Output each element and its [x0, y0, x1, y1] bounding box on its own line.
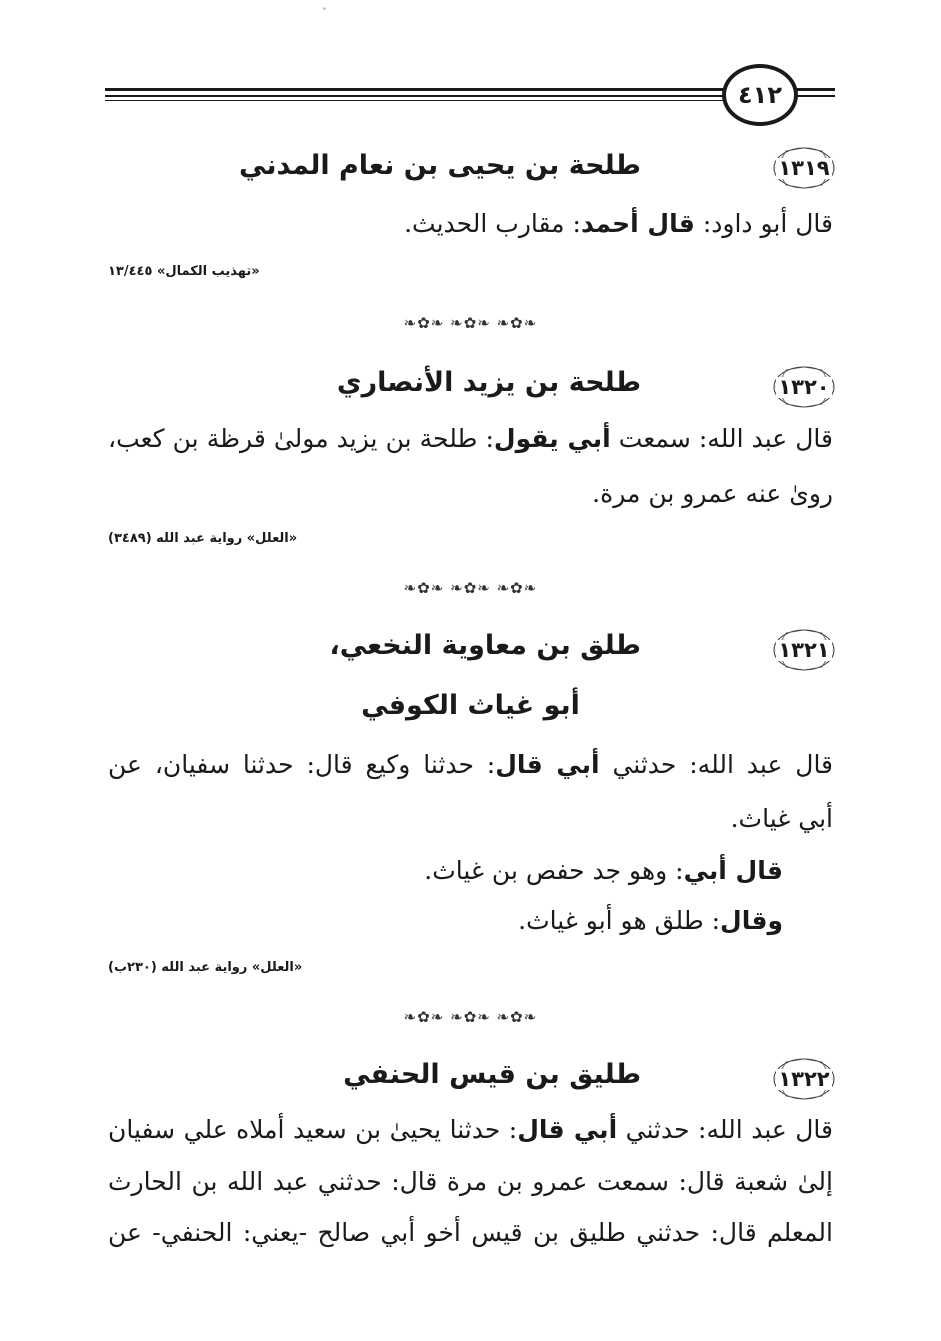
- entry-number-badge: [772, 364, 836, 410]
- entry-number: ١٣٢٠: [778, 374, 830, 399]
- entry-text-line: قال أبي: وهو جد حفص بن غياث.: [424, 856, 783, 885]
- entry-number-badge: [772, 627, 836, 673]
- entry-number-badge: [772, 145, 836, 191]
- source-reference: «تهذيب الكمال» ١٣/٤٤٥: [108, 264, 260, 279]
- section-separator: ❧✿❧ ❧✿❧ ❧✿❧: [403, 1008, 538, 1026]
- entry-text-line: قال عبد الله: حدثني أبي قال: حدثنا وكيع قال: حدثنا سفيان، عن: [108, 750, 834, 779]
- entry-number: ١٣٢٢: [778, 1066, 830, 1091]
- entry-text-line: رویٰ عنه عمرو بن مرة.: [592, 479, 833, 508]
- header-rule: [105, 95, 725, 97]
- entry-number: ١٣٢١: [778, 637, 830, 662]
- entry-text-line: قال أبو داود: قال أحمد: مقارب الحديث.: [404, 209, 833, 238]
- scan-mark: ˇ: [322, 8, 327, 19]
- entry-text-line: أبي غياث.: [730, 804, 833, 833]
- entry-subheading: أبو غياث الكوفي: [361, 690, 580, 721]
- source-reference: «العلل» رواية عبد الله (٣٤٨٩): [108, 531, 298, 546]
- entry-text-line: إلىٰ شعبة قال: سمعت عمرو بن مرة قال: حدثني عبد الله بن الحارث: [108, 1167, 833, 1196]
- header-rule: [105, 88, 725, 91]
- source-reference: «العلل» رواية عبد الله (٢٣٠ب): [108, 960, 303, 975]
- entry-number-badge: [772, 1056, 836, 1102]
- header-rule: [795, 88, 835, 91]
- entry-heading: طلق بن معاوية النخعي،: [329, 630, 641, 661]
- entry-heading: طليق بن قيس الحنفي: [343, 1059, 641, 1090]
- entry-text-line: قال عبد الله: حدثني أبي قال: حدثنا يحيىٰ بن سعيد أملاه علي سفيان: [108, 1115, 833, 1144]
- header-rule: [795, 95, 835, 97]
- section-separator: ❧✿❧ ❧✿❧ ❧✿❧: [403, 579, 538, 597]
- entry-heading: طلحة بن يحيى بن نعام المدني: [239, 150, 641, 181]
- entry-heading: طلحة بن يزيد الأنصاري: [336, 367, 641, 398]
- page-number: ٤١٢: [722, 64, 798, 126]
- entry-text-line: قال عبد الله: سمعت أبي يقول: طلحة بن يزيد مولىٰ قرظة بن كعب،: [108, 424, 833, 453]
- header-rule: [105, 100, 725, 101]
- section-separator: ❧✿❧ ❧✿❧ ❧✿❧: [403, 314, 538, 332]
- entry-number: ١٣١٩: [778, 155, 830, 180]
- entry-text-line: وقال: طلق هو أبو غياث.: [518, 906, 783, 935]
- entry-text-line: المعلم قال: حدثني طليق بن قيس أخو أبي صالح -يعني: الحنفي- عن: [108, 1218, 833, 1247]
